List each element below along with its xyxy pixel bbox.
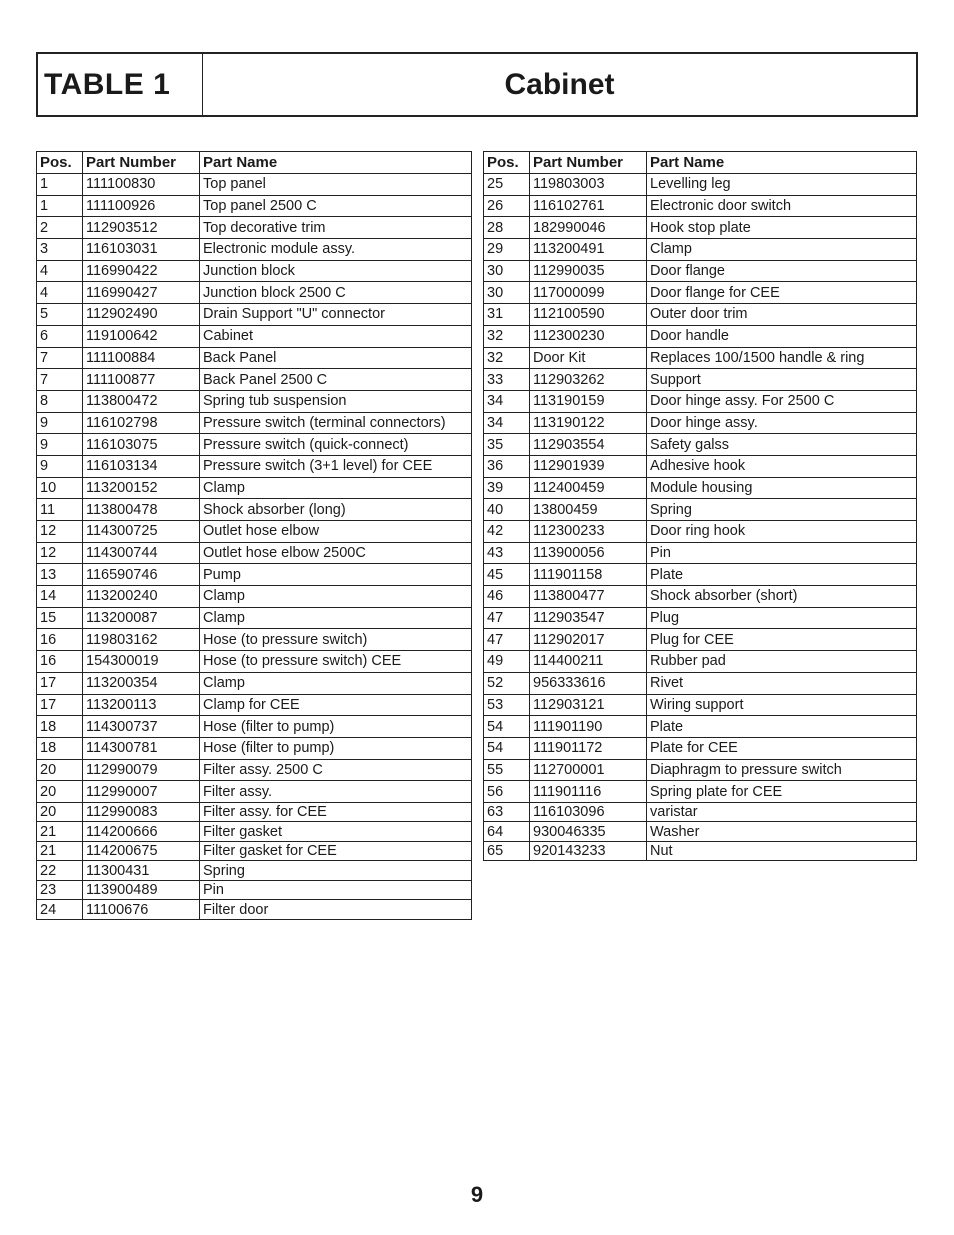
table-row	[484, 737, 917, 759]
part-name-cell: Washer	[647, 822, 917, 842]
pos-cell: 7	[37, 369, 83, 391]
table-row	[484, 325, 917, 347]
pos-cell: 53	[484, 694, 530, 716]
part-number-cell: 111901116	[530, 781, 647, 803]
table-row	[484, 304, 917, 326]
pos-cell: 13	[37, 564, 83, 586]
part-number-cell: 116103134	[83, 455, 200, 477]
table-row	[37, 880, 472, 900]
part-number-header: Part Number	[83, 152, 200, 174]
pos-cell: 31	[484, 304, 530, 326]
page-title: Cabinet	[504, 67, 615, 101]
title-cell	[203, 54, 916, 115]
part-number-cell: 112400459	[530, 477, 647, 499]
table-row	[37, 325, 472, 347]
part-number-cell: 112990079	[83, 759, 200, 781]
pos-cell: 32	[484, 347, 530, 369]
part-number-cell: 114300744	[83, 542, 200, 564]
pos-cell: 17	[37, 672, 83, 694]
part-number-cell: 119100642	[83, 325, 200, 347]
table-row	[37, 802, 472, 822]
table-row	[37, 672, 472, 694]
part-name-cell: Junction block 2500 C	[200, 282, 472, 304]
table-row	[37, 260, 472, 282]
pos-cell: 12	[37, 521, 83, 543]
part-name-cell: Door hinge assy. For 2500 C	[647, 390, 917, 412]
part-name-cell: Junction block	[200, 260, 472, 282]
part-name-cell: Filter assy. for CEE	[200, 802, 472, 822]
table-label: TABLE 1	[44, 67, 171, 101]
table-row	[484, 260, 917, 282]
part-number-cell: 112903547	[530, 607, 647, 629]
table-row	[484, 607, 917, 629]
part-number-cell: 112901939	[530, 455, 647, 477]
table-row	[37, 629, 472, 651]
part-number-cell: 113200354	[83, 672, 200, 694]
table-row	[37, 564, 472, 586]
parts-table-left	[36, 151, 472, 920]
part-number-cell: 111901158	[530, 564, 647, 586]
part-number-cell: 11100676	[83, 900, 200, 920]
part-number-cell: 112990007	[83, 781, 200, 803]
pos-cell: 8	[37, 390, 83, 412]
table-row	[37, 586, 472, 608]
part-number-cell: 13800459	[530, 499, 647, 521]
pos-cell: 1	[37, 195, 83, 217]
part-number-cell: 113800472	[83, 390, 200, 412]
pos-cell: 49	[484, 651, 530, 673]
part-number-cell: 111901190	[530, 716, 647, 738]
pos-cell: 14	[37, 586, 83, 608]
table-row	[484, 282, 917, 304]
pos-cell: 34	[484, 412, 530, 434]
pos-cell: 40	[484, 499, 530, 521]
part-number-cell: 113190159	[530, 390, 647, 412]
part-number-cell: 112700001	[530, 759, 647, 781]
part-name-cell: Pressure switch (3+1 level) for CEE	[200, 455, 472, 477]
part-name-cell: Filter assy. 2500 C	[200, 759, 472, 781]
part-name-cell: Shock absorber (short)	[647, 586, 917, 608]
part-number-cell: 111100830	[83, 174, 200, 196]
part-number-cell: 113200240	[83, 586, 200, 608]
pos-cell: 7	[37, 347, 83, 369]
table-row	[37, 217, 472, 239]
pos-cell: 1	[37, 174, 83, 196]
table-row	[484, 239, 917, 261]
table-row	[484, 369, 917, 391]
part-name-cell: Wiring support	[647, 694, 917, 716]
part-number-cell: 112903262	[530, 369, 647, 391]
pos-cell: 16	[37, 651, 83, 673]
pos-cell: 56	[484, 781, 530, 803]
part-name-cell: Outer door trim	[647, 304, 917, 326]
header-row	[37, 152, 472, 174]
pos-cell: 25	[484, 174, 530, 196]
part-name-cell: Pump	[200, 564, 472, 586]
part-number-cell: 116990427	[83, 282, 200, 304]
part-name-cell: Outlet hose elbow	[200, 521, 472, 543]
header-row	[484, 152, 917, 174]
part-name-cell: Safety galss	[647, 434, 917, 456]
pos-cell: 20	[37, 759, 83, 781]
part-name-cell: Hose (to pressure switch) CEE	[200, 651, 472, 673]
part-name-cell: Door hinge assy.	[647, 412, 917, 434]
pos-cell: 9	[37, 434, 83, 456]
part-name-cell: Top decorative trim	[200, 217, 472, 239]
part-name-cell: Door ring hook	[647, 521, 917, 543]
part-number-cell: 116103096	[530, 802, 647, 822]
part-number-cell: 116990422	[83, 260, 200, 282]
pos-cell: 36	[484, 455, 530, 477]
table-row	[37, 822, 472, 842]
part-number-cell: 920143233	[530, 841, 647, 861]
table-row	[484, 434, 917, 456]
part-name-cell: Hose (to pressure switch)	[200, 629, 472, 651]
table-row	[484, 347, 917, 369]
table-row	[37, 304, 472, 326]
pos-cell: 12	[37, 542, 83, 564]
pos-header: Pos.	[484, 152, 530, 174]
part-number-cell: 112300233	[530, 521, 647, 543]
pos-cell: 65	[484, 841, 530, 861]
part-number-cell: 113800477	[530, 586, 647, 608]
table-row	[484, 694, 917, 716]
part-number-cell: 111100877	[83, 369, 200, 391]
pos-cell: 52	[484, 672, 530, 694]
part-name-cell: Replaces 100/1500 handle & ring	[647, 347, 917, 369]
pos-cell: 35	[484, 434, 530, 456]
part-name-cell: Nut	[647, 841, 917, 861]
pos-cell: 30	[484, 282, 530, 304]
table-row	[484, 217, 917, 239]
part-name-cell: Spring	[647, 499, 917, 521]
pos-cell: 18	[37, 716, 83, 738]
table-row	[37, 900, 472, 920]
part-name-cell: Spring tub suspension	[200, 390, 472, 412]
part-number-cell: 112902490	[83, 304, 200, 326]
part-number-cell: 112990035	[530, 260, 647, 282]
table-row	[484, 759, 917, 781]
part-name-cell: Filter gasket for CEE	[200, 841, 472, 861]
pos-cell: 10	[37, 477, 83, 499]
table-row	[484, 716, 917, 738]
pos-cell: 4	[37, 260, 83, 282]
part-name-cell: Hose (filter to pump)	[200, 737, 472, 759]
part-name-cell: Door flange for CEE	[647, 282, 917, 304]
table-row	[484, 802, 917, 822]
part-name-cell: Rivet	[647, 672, 917, 694]
part-number-cell: 930046335	[530, 822, 647, 842]
table-row	[37, 195, 472, 217]
pos-cell: 3	[37, 239, 83, 261]
part-number-cell: 111901172	[530, 737, 647, 759]
table-row	[37, 759, 472, 781]
pos-cell: 16	[37, 629, 83, 651]
part-name-cell: Module housing	[647, 477, 917, 499]
part-number-cell: 154300019	[83, 651, 200, 673]
part-number-cell: 112100590	[530, 304, 647, 326]
part-name-cell: Plug for CEE	[647, 629, 917, 651]
part-number-cell: 112903121	[530, 694, 647, 716]
pos-cell: 18	[37, 737, 83, 759]
table-row	[37, 521, 472, 543]
part-name-cell: Plate	[647, 564, 917, 586]
part-name-cell: Door handle	[647, 325, 917, 347]
part-number-cell: Door Kit	[530, 347, 647, 369]
pos-cell: 11	[37, 499, 83, 521]
pos-cell: 54	[484, 716, 530, 738]
pos-cell: 24	[37, 900, 83, 920]
table-row	[484, 477, 917, 499]
table-row	[37, 651, 472, 673]
pos-cell: 29	[484, 239, 530, 261]
table-row	[484, 412, 917, 434]
page-number: 9	[470, 1182, 484, 1207]
table-row	[37, 607, 472, 629]
pos-cell: 30	[484, 260, 530, 282]
part-number-cell: 182990046	[530, 217, 647, 239]
part-name-cell: Clamp for CEE	[200, 694, 472, 716]
part-number-cell: 114200675	[83, 841, 200, 861]
pos-cell: 23	[37, 880, 83, 900]
part-number-cell: 116103075	[83, 434, 200, 456]
pos-cell: 55	[484, 759, 530, 781]
part-name-cell: Hook stop plate	[647, 217, 917, 239]
part-number-cell: 112990083	[83, 802, 200, 822]
part-name-header: Part Name	[200, 152, 472, 174]
part-name-cell: Electronic door switch	[647, 195, 917, 217]
part-number-cell: 112903512	[83, 217, 200, 239]
part-number-cell: 113800478	[83, 499, 200, 521]
part-number-cell: 119803162	[83, 629, 200, 651]
part-name-cell: Top panel 2500 C	[200, 195, 472, 217]
table-row	[37, 412, 472, 434]
table-row	[37, 347, 472, 369]
part-number-cell: 113200152	[83, 477, 200, 499]
part-number-cell: 114200666	[83, 822, 200, 842]
part-number-cell: 112902017	[530, 629, 647, 651]
part-number-cell: 116102761	[530, 195, 647, 217]
part-name-cell: Clamp	[200, 672, 472, 694]
pos-cell: 47	[484, 607, 530, 629]
table-row	[37, 434, 472, 456]
part-number-cell: 113900489	[83, 880, 200, 900]
part-number-cell: 116102798	[83, 412, 200, 434]
part-number-cell: 112903554	[530, 434, 647, 456]
table-row	[37, 369, 472, 391]
pos-cell: 47	[484, 629, 530, 651]
table-row	[37, 499, 472, 521]
table-row	[37, 861, 472, 881]
pos-cell: 20	[37, 802, 83, 822]
table-row	[37, 174, 472, 196]
table-row	[484, 586, 917, 608]
part-number-cell: 116103031	[83, 239, 200, 261]
part-name-cell: Cabinet	[200, 325, 472, 347]
part-name-cell: Pin	[200, 880, 472, 900]
part-name-cell: Pressure switch (quick-connect)	[200, 434, 472, 456]
part-name-cell: Rubber pad	[647, 651, 917, 673]
part-number-cell: 956333616	[530, 672, 647, 694]
table-row	[484, 542, 917, 564]
part-name-cell: Filter assy.	[200, 781, 472, 803]
table-label-cell	[38, 54, 203, 115]
part-name-cell: Filter door	[200, 900, 472, 920]
pos-cell: 20	[37, 781, 83, 803]
part-name-cell: Electronic module assy.	[200, 239, 472, 261]
pos-cell: 43	[484, 542, 530, 564]
part-number-header: Part Number	[530, 152, 647, 174]
pos-cell: 34	[484, 390, 530, 412]
pos-cell: 32	[484, 325, 530, 347]
pos-cell: 28	[484, 217, 530, 239]
pos-cell: 45	[484, 564, 530, 586]
part-number-cell: 116590746	[83, 564, 200, 586]
part-name-cell: Drain Support "U" connector	[200, 304, 472, 326]
table-row	[484, 455, 917, 477]
part-name-header: Part Name	[647, 152, 917, 174]
pos-cell: 63	[484, 802, 530, 822]
part-name-cell: Clamp	[200, 607, 472, 629]
table-row	[484, 841, 917, 861]
table-row	[37, 841, 472, 861]
pos-cell: 42	[484, 521, 530, 543]
part-name-cell: Back Panel	[200, 347, 472, 369]
pos-cell: 9	[37, 412, 83, 434]
table-row	[484, 390, 917, 412]
table-row	[37, 390, 472, 412]
part-number-cell: 113900056	[530, 542, 647, 564]
table-row	[37, 694, 472, 716]
pos-cell: 4	[37, 282, 83, 304]
pos-header: Pos.	[37, 152, 83, 174]
part-number-cell: 111100884	[83, 347, 200, 369]
pos-cell: 64	[484, 822, 530, 842]
table-row	[484, 174, 917, 196]
part-number-cell: 112300230	[530, 325, 647, 347]
table-row	[484, 651, 917, 673]
part-number-cell: 113200491	[530, 239, 647, 261]
table-row	[37, 239, 472, 261]
table-row	[484, 629, 917, 651]
table-row	[37, 455, 472, 477]
pos-cell: 6	[37, 325, 83, 347]
part-number-cell: 113200113	[83, 694, 200, 716]
part-name-cell: Diaphragm to pressure switch	[647, 759, 917, 781]
part-number-cell: 114300725	[83, 521, 200, 543]
part-name-cell: Clamp	[200, 586, 472, 608]
part-name-cell: Pressure switch (terminal connectors)	[200, 412, 472, 434]
part-name-cell: Hose (filter to pump)	[200, 716, 472, 738]
table-row	[484, 822, 917, 842]
part-name-cell: Clamp	[200, 477, 472, 499]
pos-cell: 9	[37, 455, 83, 477]
part-name-cell: Spring plate for CEE	[647, 781, 917, 803]
table-row	[37, 781, 472, 803]
table-row	[37, 716, 472, 738]
pos-cell: 46	[484, 586, 530, 608]
table-row	[484, 195, 917, 217]
pos-cell: 15	[37, 607, 83, 629]
table-row	[37, 737, 472, 759]
pos-cell: 39	[484, 477, 530, 499]
table-row	[484, 499, 917, 521]
table-row	[37, 542, 472, 564]
part-name-cell: Clamp	[647, 239, 917, 261]
pos-cell: 2	[37, 217, 83, 239]
pos-cell: 5	[37, 304, 83, 326]
part-name-cell: Top panel	[200, 174, 472, 196]
table-row	[37, 477, 472, 499]
part-name-cell: Spring	[200, 861, 472, 881]
part-number-cell: 114300781	[83, 737, 200, 759]
pos-cell: 17	[37, 694, 83, 716]
part-name-cell: Shock absorber (long)	[200, 499, 472, 521]
table-row	[484, 672, 917, 694]
part-number-cell: 117000099	[530, 282, 647, 304]
pos-cell: 54	[484, 737, 530, 759]
part-name-cell: Adhesive hook	[647, 455, 917, 477]
pos-cell: 21	[37, 822, 83, 842]
part-number-cell: 113200087	[83, 607, 200, 629]
table-header	[36, 52, 918, 117]
part-name-cell: varistar	[647, 802, 917, 822]
part-name-cell: Plug	[647, 607, 917, 629]
part-name-cell: Plate for CEE	[647, 737, 917, 759]
table-row	[484, 564, 917, 586]
part-name-cell: Door flange	[647, 260, 917, 282]
table-row	[484, 521, 917, 543]
part-name-cell: Pin	[647, 542, 917, 564]
pos-cell: 33	[484, 369, 530, 391]
part-name-cell: Back Panel 2500 C	[200, 369, 472, 391]
part-number-cell: 114400211	[530, 651, 647, 673]
part-number-cell: 114300737	[83, 716, 200, 738]
part-name-cell: Plate	[647, 716, 917, 738]
part-number-cell: 111100926	[83, 195, 200, 217]
pos-cell: 22	[37, 861, 83, 881]
parts-table-right	[483, 151, 917, 861]
part-number-cell: 113190122	[530, 412, 647, 434]
part-name-cell: Filter gasket	[200, 822, 472, 842]
table-row	[484, 781, 917, 803]
part-name-cell: Outlet hose elbow 2500C	[200, 542, 472, 564]
pos-cell: 21	[37, 841, 83, 861]
part-name-cell: Support	[647, 369, 917, 391]
table-row	[37, 282, 472, 304]
part-number-cell: 11300431	[83, 861, 200, 881]
pos-cell: 26	[484, 195, 530, 217]
part-name-cell: Levelling leg	[647, 174, 917, 196]
part-number-cell: 119803003	[530, 174, 647, 196]
